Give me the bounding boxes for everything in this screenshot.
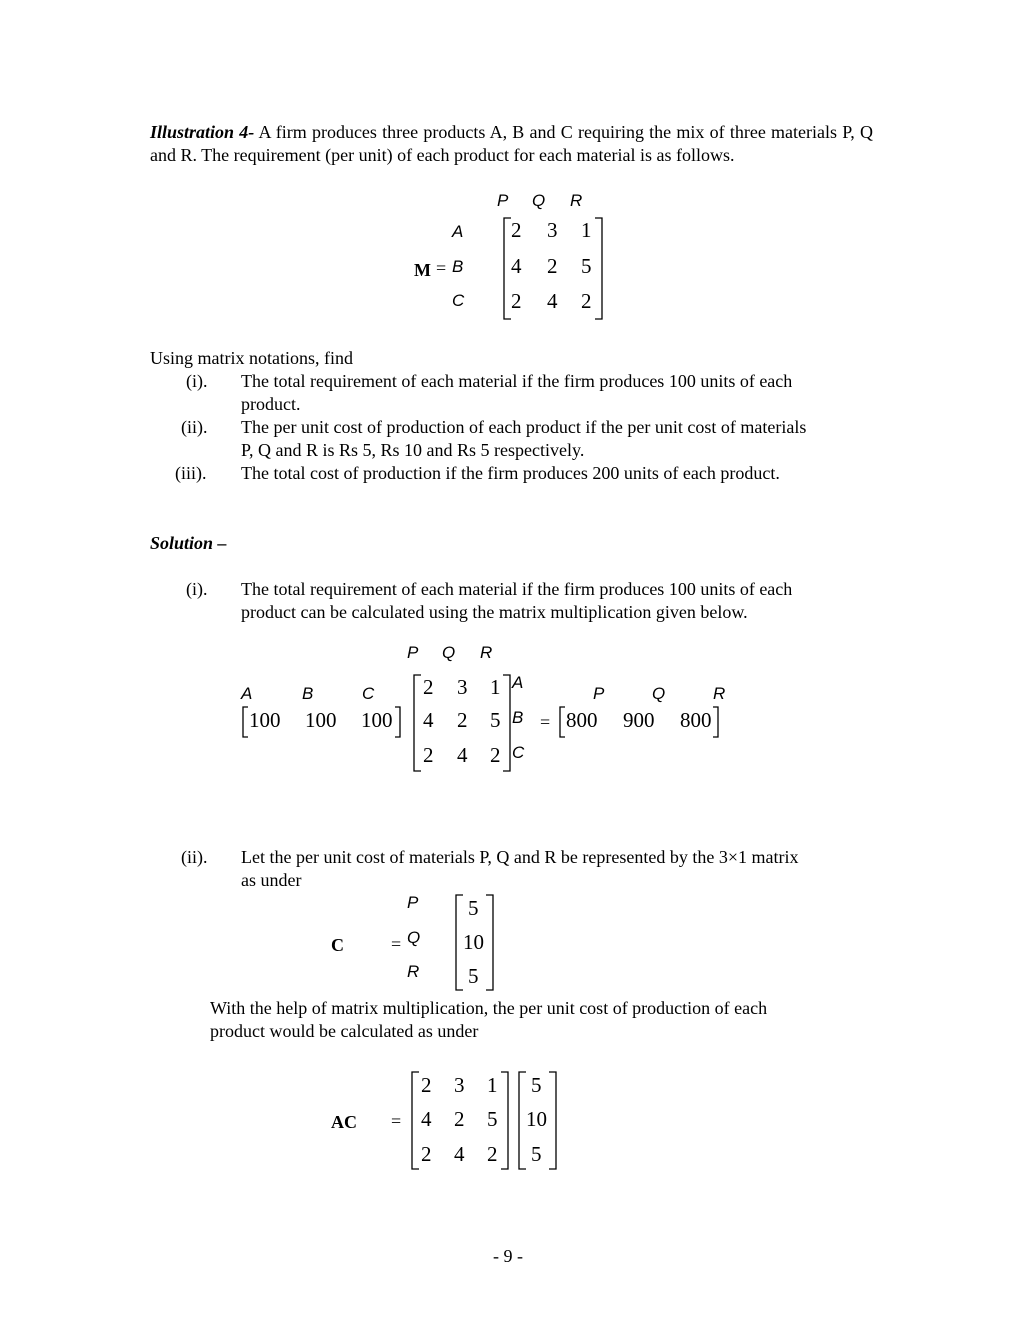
- solution-text: With the help of matrix multiplication, the per unit cost of production of each: [210, 998, 768, 1018]
- right-label-q: Q: [652, 684, 666, 703]
- matrix-cell: 2: [487, 1142, 498, 1166]
- vector-cell: 5: [468, 896, 479, 920]
- left-label-b: B: [302, 684, 314, 703]
- equals-sign: =: [391, 934, 402, 954]
- questions-intro: Using matrix notations, find: [150, 348, 353, 368]
- matrix-cell: 2: [423, 743, 434, 767]
- matrix-cell: 2: [511, 218, 522, 242]
- row-label-r: R: [407, 962, 420, 981]
- matrix-cell: 2: [421, 1073, 432, 1097]
- illustration-label: Illustration 4-: [150, 122, 255, 142]
- row-vector-value: 100: [249, 708, 281, 732]
- matrix-cell: 2: [511, 289, 522, 313]
- right-bracket: [485, 894, 495, 991]
- question-number: (iii).: [175, 463, 207, 483]
- matrix-cell: 2: [454, 1107, 465, 1131]
- right-label-r: R: [713, 684, 726, 703]
- left-label-a: A: [241, 684, 253, 703]
- matrix-cell: 4: [454, 1142, 465, 1166]
- col-label-r: R: [570, 191, 583, 210]
- equals-sign: =: [391, 1111, 402, 1131]
- solution-text: The total requirement of each material if the firm produces 100 units of each: [241, 579, 793, 599]
- result-value: 900: [623, 708, 655, 732]
- right-bracket: [548, 1071, 558, 1170]
- matrix-cell: 2: [581, 289, 592, 313]
- matrix-c-name: C: [331, 935, 344, 955]
- mid-row-label-a: A: [512, 673, 524, 692]
- matrix-cell: 4: [511, 254, 522, 278]
- solution-text: product can be calculated using the matrix multiplication given below.: [241, 602, 748, 622]
- col-label-p: P: [407, 643, 419, 662]
- question-number: (i).: [186, 371, 208, 391]
- equals-sign: =: [436, 258, 447, 278]
- mid-row-label-b: B: [512, 708, 524, 727]
- question-text: product.: [241, 394, 301, 414]
- matrix-cell: 2: [457, 708, 468, 732]
- question-text: The total requirement of each material if the firm produces 100 units of each: [241, 371, 793, 391]
- row-label-c: C: [452, 291, 465, 310]
- equals-sign: =: [540, 712, 551, 732]
- result-value: 800: [566, 708, 598, 732]
- row-label-p: P: [407, 893, 419, 912]
- left-bracket: [410, 1071, 420, 1170]
- matrix-cell: 2: [547, 254, 558, 278]
- left-bracket: [558, 706, 566, 738]
- vector-cell: 10: [463, 930, 484, 954]
- col-label-q: Q: [532, 191, 546, 210]
- left-bracket: [412, 674, 422, 772]
- matrix-cell: 1: [487, 1073, 498, 1097]
- question-number: (ii).: [181, 417, 208, 437]
- solution-part-number: (i).: [186, 579, 208, 599]
- right-bracket: [500, 1071, 510, 1170]
- matrix-cell: 5: [581, 254, 592, 278]
- left-bracket: [241, 706, 249, 738]
- matrix-cell: 2: [490, 743, 501, 767]
- row-label-b: B: [452, 257, 464, 276]
- vector-cell: 5: [531, 1142, 542, 1166]
- matrix-cell: 1: [490, 675, 501, 699]
- solution-heading: Solution –: [150, 533, 227, 553]
- vector-cell: 5: [531, 1073, 542, 1097]
- matrix-cell: 4: [421, 1107, 432, 1131]
- mid-row-label-c: C: [512, 743, 525, 762]
- solution-part-number: (ii).: [181, 847, 208, 867]
- left-label-c: C: [362, 684, 375, 703]
- vector-cell: 5: [468, 964, 479, 988]
- col-label-p: P: [497, 191, 509, 210]
- right-bracket: [594, 217, 604, 320]
- illustration-paragraph: [150, 121, 873, 167]
- matrix-cell: 5: [487, 1107, 498, 1131]
- solution-text: Let the per unit cost of materials P, Q and R be represented by the 3×1 matrix: [241, 847, 799, 867]
- matrix-cell: 2: [423, 675, 434, 699]
- row-label-q: Q: [407, 928, 421, 947]
- col-label-r: R: [480, 643, 493, 662]
- matrix-cell: 3: [457, 675, 468, 699]
- right-bracket: [712, 706, 720, 738]
- solution-text: as under: [241, 870, 302, 890]
- matrix-cell: 3: [454, 1073, 465, 1097]
- right-bracket: [394, 706, 402, 738]
- matrix-cell: 5: [490, 708, 501, 732]
- page-number: - 9 -: [493, 1246, 523, 1266]
- matrix-cell: 4: [547, 289, 558, 313]
- matrix-cell: 4: [457, 743, 468, 767]
- result-value: 800: [680, 708, 712, 732]
- col-label-q: Q: [442, 643, 456, 662]
- vector-cell: 10: [526, 1107, 547, 1131]
- ac-name: AC: [331, 1112, 357, 1132]
- solution-text: product would be calculated as under: [210, 1021, 479, 1041]
- row-vector-value: 100: [361, 708, 393, 732]
- matrix-cell: 2: [421, 1142, 432, 1166]
- row-vector-value: 100: [305, 708, 337, 732]
- matrix-cell: 1: [581, 218, 592, 242]
- row-label-a: A: [452, 222, 464, 241]
- question-text: P, Q and R is Rs 5, Rs 10 and Rs 5 respectively.: [241, 440, 585, 460]
- matrix-cell: 3: [547, 218, 558, 242]
- illustration-text: A firm produces three products A, B and C requiring the mix of three materials P, Q and R. The requirement (per unit) of each product for each material is as follows.: [150, 122, 873, 165]
- question-text: The total cost of production if the firm produces 200 units of each product.: [241, 463, 780, 483]
- right-bracket: [502, 674, 512, 772]
- question-text: The per unit cost of production of each product if the per unit cost of materials: [241, 417, 807, 437]
- right-label-p: P: [593, 684, 605, 703]
- matrix-cell: 4: [423, 708, 434, 732]
- matrix-m-name: M: [414, 260, 431, 280]
